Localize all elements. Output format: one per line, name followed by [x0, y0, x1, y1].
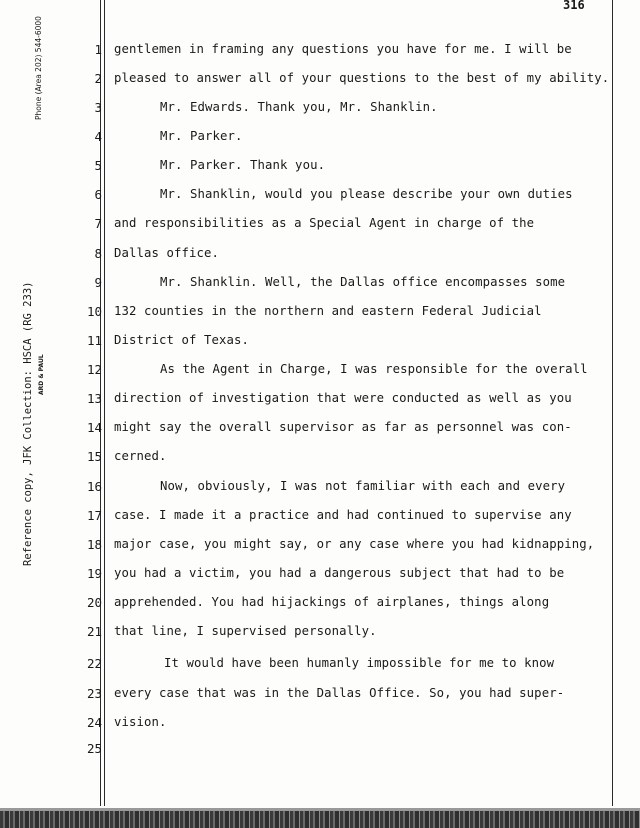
line-number: 18 [86, 537, 102, 552]
transcript-line: District of Texas. [114, 333, 250, 347]
line-number: 11 [86, 333, 102, 348]
transcript-line: pleased to answer all of your questions to the best of my ability. [114, 71, 610, 85]
transcript-line: Mr. Edwards. Thank you, Mr. Shanklin. [160, 100, 438, 114]
line-number: 13 [86, 391, 102, 406]
line-number: 25 [86, 741, 102, 756]
line-number: 5 [94, 158, 102, 173]
line-number: 24 [86, 715, 102, 730]
line-number: 12 [86, 362, 102, 377]
transcript-line: Mr. Shanklin, would you please describe your own duties [160, 187, 573, 201]
line-number: 15 [86, 449, 102, 464]
transcript-line: Mr. Shanklin. Well, the Dallas office encompasses some [160, 275, 566, 289]
reporter-stamp: ARD & PAUL [38, 354, 45, 395]
phone-stamp: Phone (Area 202) 544-6000 [34, 16, 43, 120]
line-number: 23 [86, 686, 102, 701]
transcript-line: As the Agent in Charge, I was responsible for the overall [160, 362, 588, 376]
scan-edge [0, 808, 640, 828]
line-number: 14 [86, 420, 102, 435]
line-number: 3 [94, 100, 102, 115]
line-number: 9 [94, 275, 102, 290]
line-number: 2 [94, 71, 102, 86]
transcript-line: Now, obviously, I was not familiar with each and every [160, 479, 566, 493]
line-number: 8 [94, 246, 102, 261]
line-number: 4 [94, 129, 102, 144]
transcript-line: Mr. Parker. Thank you. [160, 158, 326, 172]
transcript-line: Mr. Parker. [160, 129, 243, 143]
reference-stamp: Reference copy, JFK Collection: HSCA (RG 233) [22, 281, 34, 566]
transcript-line: apprehended. You had hijackings of airplanes, things along [114, 595, 550, 609]
transcript-line: 132 counties in the northern and eastern Federal Judicial [114, 304, 542, 318]
line-number: 10 [86, 304, 102, 319]
transcript-line: you had a victim, you had a dangerous subject that had to be [114, 566, 565, 580]
transcript-line: vision. [114, 715, 167, 729]
transcript-line: It would have been humanly impossible for me to know [164, 656, 555, 670]
transcript-line: and responsibilities as a Special Agent in charge of the [114, 216, 535, 230]
transcript-line: gentlemen in framing any questions you have for me. I will be [114, 42, 572, 56]
transcript-line: cerned. [114, 449, 167, 463]
transcript-line: direction of investigation that were conducted as well as you [114, 391, 572, 405]
line-number: 16 [86, 479, 102, 494]
line-number: 22 [86, 656, 102, 671]
line-number: 19 [86, 566, 102, 581]
left-margin-rule-inner [104, 0, 105, 806]
transcript-line: case. I made it a practice and had continued to supervise any [114, 508, 572, 522]
line-number: 20 [86, 595, 102, 610]
page-number: 316 [563, 0, 585, 12]
line-number: 6 [94, 187, 102, 202]
transcript-line: major case, you might say, or any case where you had kidnapping, [114, 537, 595, 551]
line-number: 21 [86, 624, 102, 639]
line-number: 17 [86, 508, 102, 523]
transcript-line: every case that was in the Dallas Office. So, you had super- [114, 686, 565, 700]
transcript-line: that line, I supervised personally. [114, 624, 377, 638]
right-margin-rule [612, 0, 613, 806]
transcript-line: Dallas office. [114, 246, 220, 260]
transcript-line: might say the overall supervisor as far as personnel was con- [114, 420, 572, 434]
line-number: 7 [94, 216, 102, 231]
line-number: 1 [94, 42, 102, 57]
